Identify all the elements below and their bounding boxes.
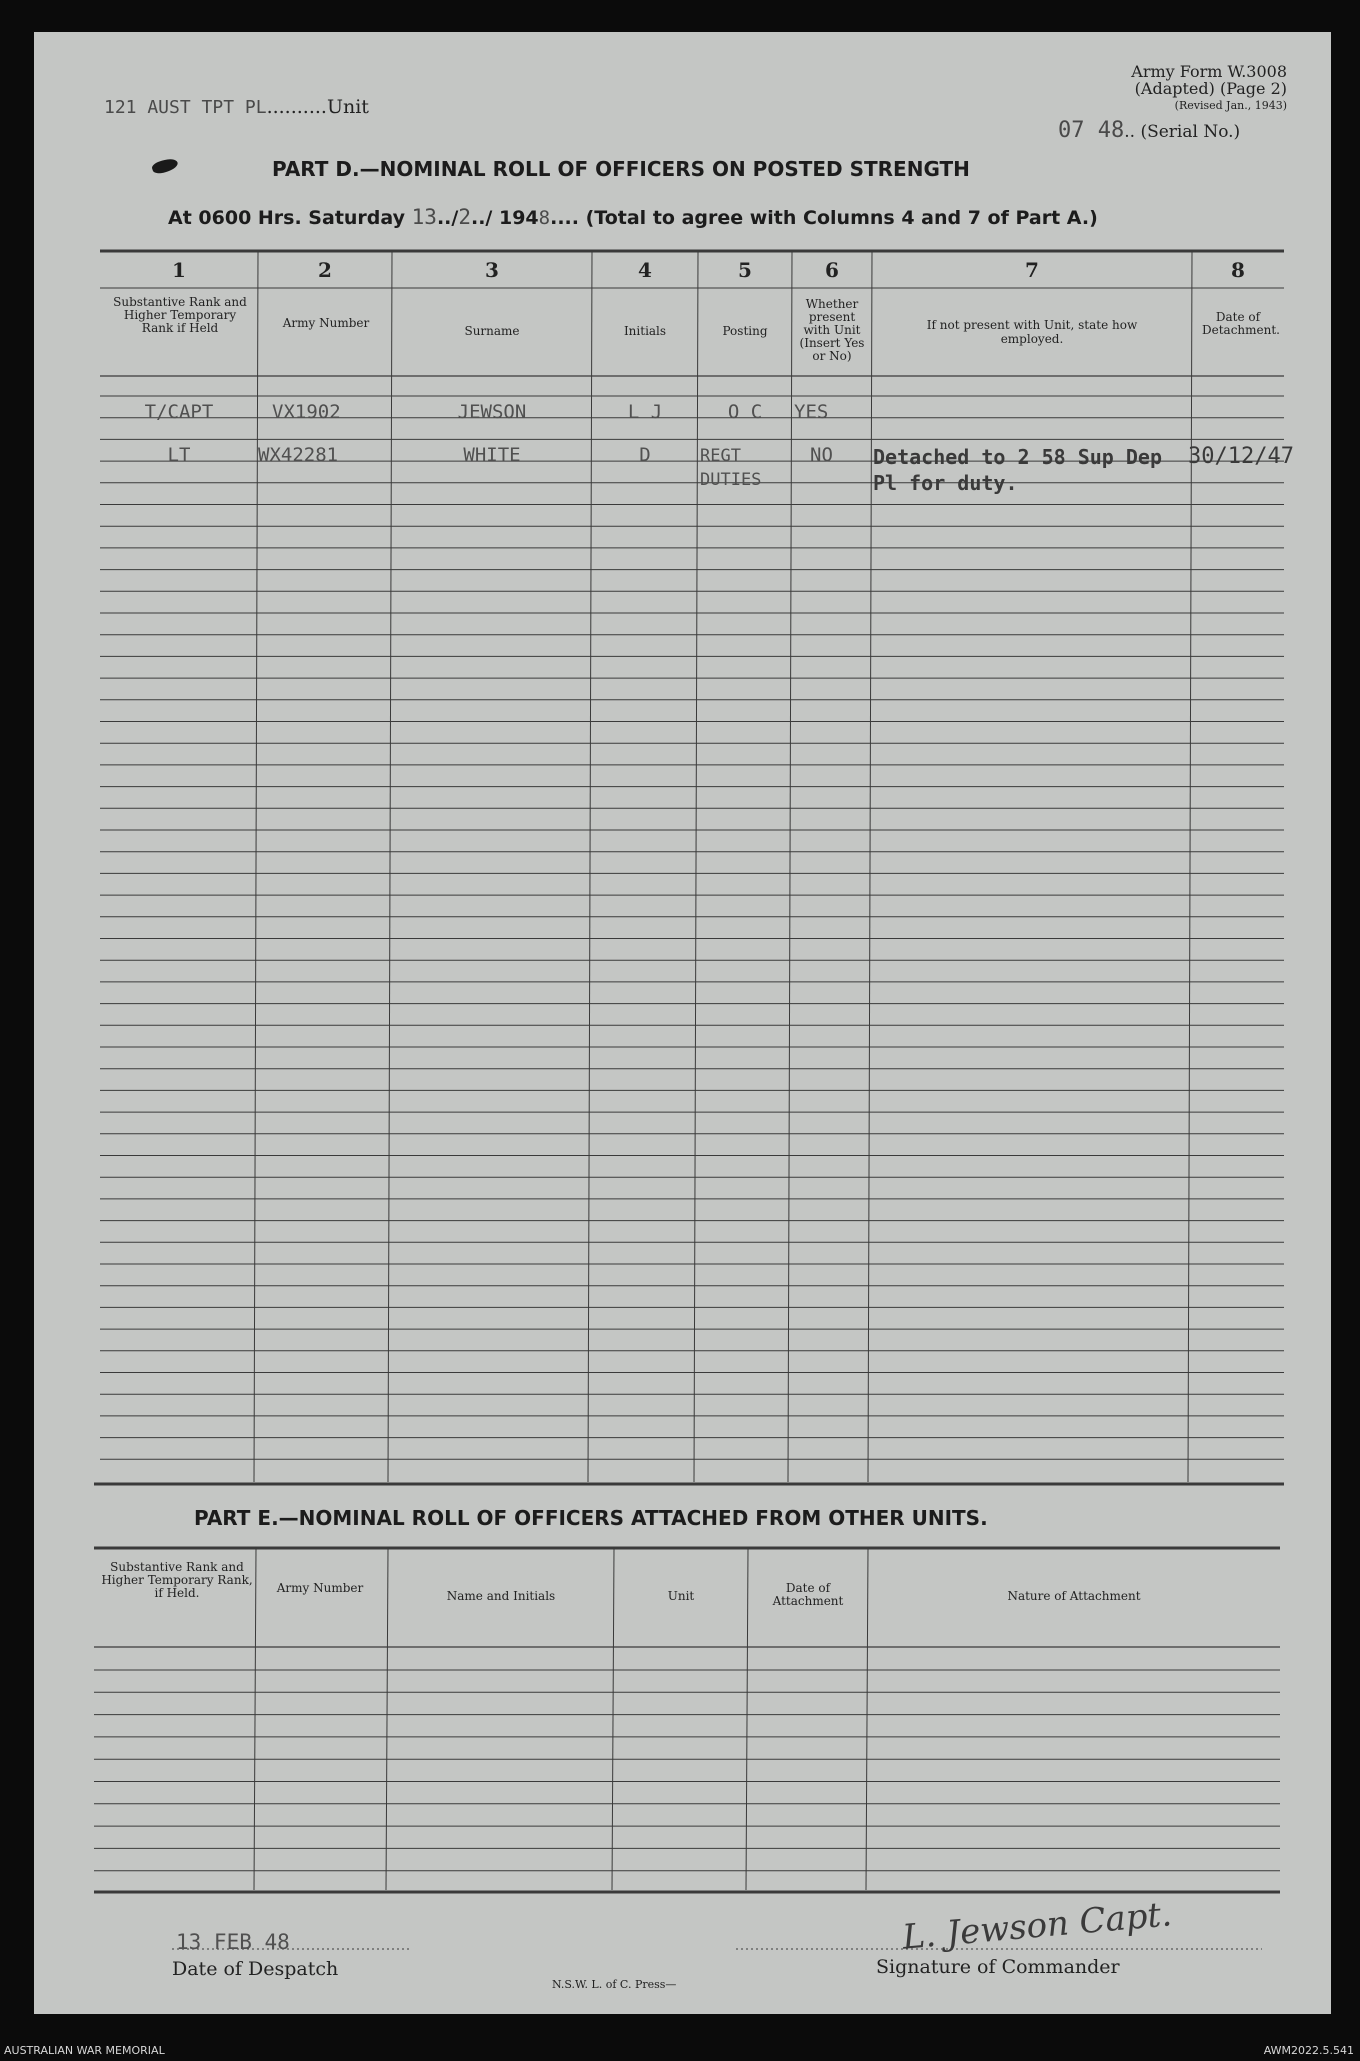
part-d-col-divider-7 [1188,251,1192,1482]
row2-present: NO [810,444,833,466]
signature-label: Signature of Commander [876,1956,1120,1978]
col-number-8: 8 [1231,258,1245,282]
date-day: 13 [411,205,437,229]
col-header-rank: Substantive Rank and Higher Temporary Rank if Held [113,295,247,335]
row2-rank: LT [167,444,191,466]
serial-label: (Serial No.) [1140,122,1241,142]
e-col-header-date: Date of Attachment [772,1581,844,1608]
part-d-col-divider-3 [588,251,592,1482]
part-d-col-divider-5 [788,251,792,1482]
unit-label: Unit [326,96,369,118]
form-adapted: (Adapted) (Page 2) [1134,79,1287,98]
commander-signature: L. Jewson Capt. [900,1894,1174,1958]
e-col-header-name: Name and Initials [446,1589,556,1603]
row2-date-detachment: 30/12/47 [1188,444,1294,469]
row1-surname: JEWSON [457,401,527,423]
e-col-header-rank: Substantive Rank and Higher Temporary Rank, if Held. [101,1560,253,1600]
col-number-5: 5 [738,258,752,282]
row2-posting: REGT DUTIES [700,446,762,490]
row2-surname: WHITE [463,444,521,466]
col-header-employment: If not present with Unit, state how employed. [926,318,1138,346]
archive-source: AUSTRALIAN WAR MEMORIAL [4,2044,165,2057]
part-d-col-divider-4 [694,251,698,1482]
unit-value: 121 AUST TPT PL [104,97,267,118]
col-number-4: 4 [638,258,652,282]
despatch-date-label: Date of Despatch [172,1958,339,1980]
row2-army-number: WX42281 [258,444,339,466]
date-prefix: At 0600 Hrs. Saturday [168,207,406,229]
col-header-surname: Surname [464,324,520,338]
date-year-digit: 8 [538,207,551,229]
col-number-1: 1 [172,258,186,282]
row1-posting: O C [727,401,763,423]
col-header-posting: Posting [722,324,768,338]
part-d-col-divider-1 [254,251,258,1482]
date-month: 2 [458,205,471,229]
e-col-header-nature: Nature of Attachment [1007,1589,1141,1603]
col-number-2: 2 [318,258,332,282]
serial-value: 07 48 [1058,118,1125,143]
form-number: Army Form W.3008 [1131,62,1287,81]
part-d-col-divider-2 [388,251,392,1482]
serial-line: 07 48.. (Serial No.) [1058,118,1241,143]
col-header-army-number: Army Number [282,316,370,330]
row1-army-number: VX1902 [272,401,341,423]
row1-present: YES [794,401,829,423]
row1-rank: T/CAPT [144,401,214,423]
col-number-7: 7 [1025,258,1039,282]
part-d-title: PART D.—NOMINAL ROLL OF OFFICERS ON POSTED STRENGTH [272,157,970,181]
part-e-title: PART E.—NOMINAL ROLL OF OFFICERS ATTACHED FROM OTHER UNITS. [194,1506,988,1530]
col-number-3: 3 [485,258,499,282]
archive-accession: AWM2022.5.541 [1263,2044,1354,2057]
col-header-present: Whether present with Unit (Insert Yes or No) [799,297,865,363]
press-imprint: N.S.W. L. of C. Press— [552,1978,677,1991]
date-suffix: (Total to agree with Columns 4 and 7 of Part A.) [585,207,1098,229]
despatch-date-value: 13 FEB 48 [176,1930,290,1954]
part-d-col-divider-6 [868,251,872,1482]
archive-bar [0,2040,1360,2061]
part-d-date-line: At 0600 Hrs. Saturday 13../2../ 1948.... (Total to agree with Columns 4 and 7 of Part A.) [168,205,1098,229]
e-col-header-army-number: Army Number [276,1581,364,1595]
row2-initials: D [639,444,651,466]
col-header-date-detachment: Date of Detachment. [1202,310,1280,337]
col-header-initials: Initials [623,324,667,338]
row2-employment: Detached to 2 58 Sup Dep Pl for duty. [873,445,1162,495]
form-revised: (Revised Jan., 1943) [1174,99,1287,112]
col-number-6: 6 [825,258,839,282]
row1-initials: L J [627,401,663,423]
e-col-header-unit: Unit [667,1589,695,1603]
unit-line: 121 AUST TPT PL..........Unit [104,96,369,118]
date-year: 194 [498,207,539,229]
part-e-col-divider-1 [254,1548,256,1890]
